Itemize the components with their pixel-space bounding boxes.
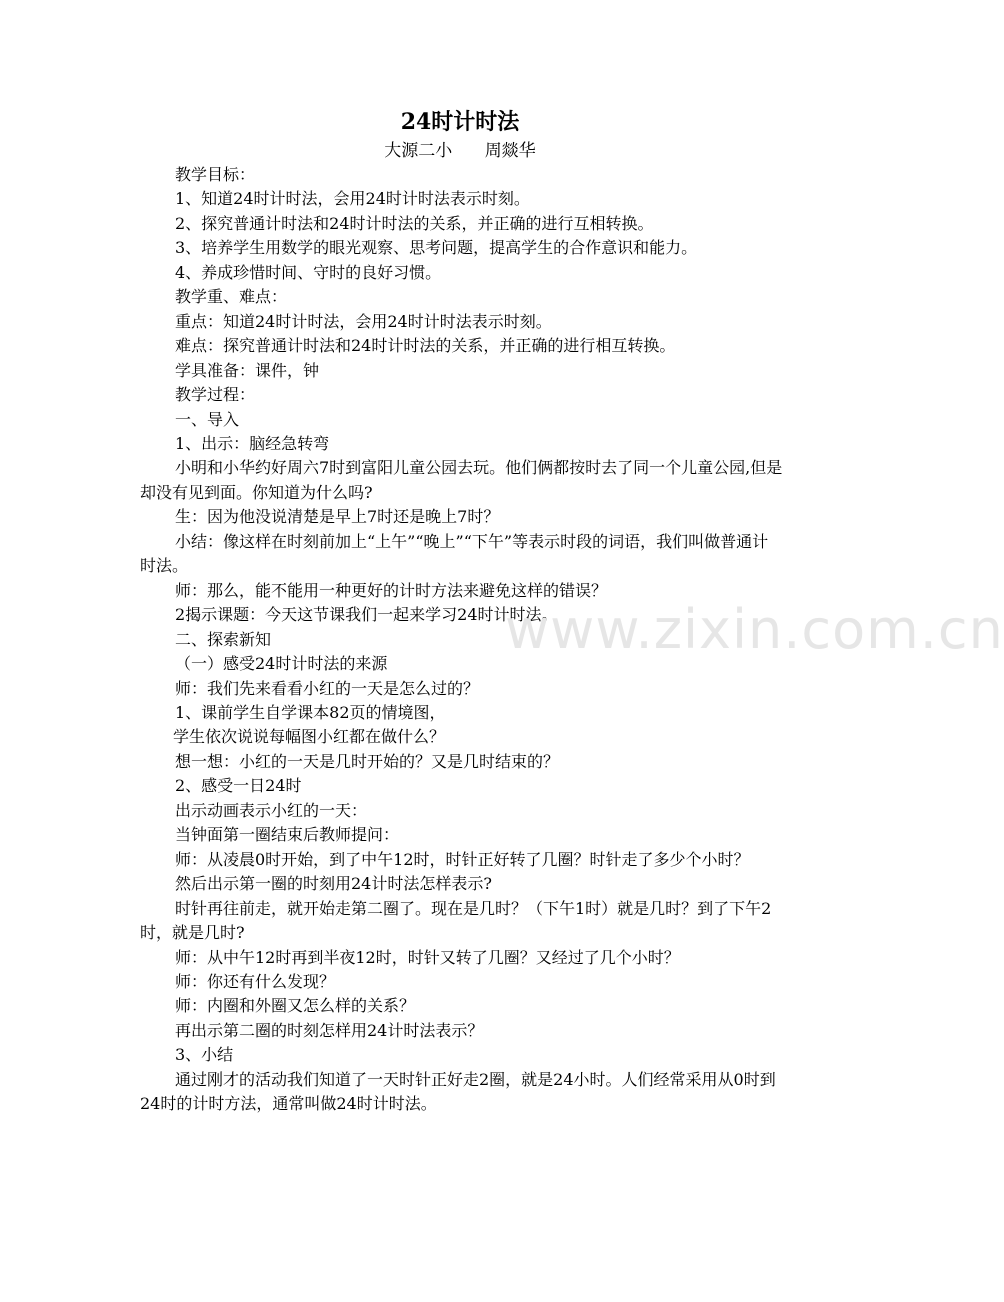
watermark: www.zixin.com.cn <box>505 598 1004 661</box>
paragraph: 学具准备：课件，钟 <box>175 360 320 380</box>
paragraph: 通过刚才的活动我们知道了一天时针正好走2圈，就是24小时。人们经常采用从0时到24时的计时方法，通常叫做24时计时法。 <box>140 1069 776 1114</box>
paragraph: 教学重、难点： <box>175 287 288 307</box>
paragraph: 学生依次说说每幅图小红都在做什么？ <box>173 727 446 747</box>
paragraph: 师：从凌晨0时开始，到了中午12时，时针正好转了几圈？时针走了多少个小时？ <box>175 849 750 869</box>
paragraph: 教学目标： <box>175 165 256 184</box>
paragraph: 小结：像这样在时刻前加上“上午”“晚上”“下午”等表示时段的词语，我们叫做普通计时法。 <box>140 531 769 576</box>
paragraph: 师：内圈和外圈又怎么样的关系？ <box>175 996 416 1016</box>
paragraph: 师：那么，能不能用一种更好的计时方法来避免这样的错误？ <box>175 580 608 600</box>
paragraph: 再出示第二圈的时刻怎样用24计时法表示？ <box>175 1020 484 1040</box>
paragraph: 3、小结 <box>175 1045 234 1065</box>
paragraph: 当钟面第一圈结束后教师提问： <box>175 825 400 845</box>
document-body <box>140 163 784 1117</box>
paragraph: 1、出示：脑经急转弯 <box>175 433 330 453</box>
paragraph: 难点：探究普通计时法和24时计时法的关系，并正确的进行相互转换。 <box>175 336 676 356</box>
paragraph: 想一想：小红的一天是几时开始的？又是几时结束的？ <box>175 751 560 771</box>
paragraph: 出示动画表示小红的一天： <box>175 800 368 820</box>
paragraph: 时针再往前走，就开始走第二圈了。现在是几时？（下午1时）就是几时？到了下午2时，就是几时? <box>140 898 772 943</box>
paragraph: 师：我们先来看看小红的一天是怎么过的？ <box>175 678 480 698</box>
paragraph: 1、知道24时计时法，会用24时计时法表示时刻。 <box>175 189 530 209</box>
paragraph: （一）感受24时计时法的来源 <box>175 654 388 674</box>
paragraph: 2揭示课题：今天这节课我们一起来学习24时计时法。 <box>175 605 558 625</box>
paragraph: 师：从中午12时再到半夜12时，时针又转了几圈？又经过了几个小时？ <box>175 947 680 967</box>
paragraph: 重点：知道24时计时法，会用24时计时法表示时刻。 <box>175 311 552 331</box>
author-line: 大源二小 周燚华 <box>384 141 536 161</box>
document-title: 24时计时法 <box>400 109 520 135</box>
paragraph: 然后出示第一圈的时刻用24计时法怎样表示? <box>175 874 492 894</box>
paragraph: 1、课前学生自学课本82页的情境图， <box>175 702 446 722</box>
paragraph: 小明和小华约好周六7时到富阳儿童公园去玩。他们俩都按时去了同一个儿童公园,但是却没有见到面。你知道为什么吗? <box>140 458 783 502</box>
paragraph: 师：你还有什么发现？ <box>175 971 336 991</box>
paragraph: 一、导入 <box>175 409 240 429</box>
paragraph: 2、探究普通计时法和24时计时法的关系，并正确的进行互相转换。 <box>175 213 654 233</box>
paragraph: 3、培养学生用数学的眼光观察、思考问题，提高学生的合作意识和能力。 <box>175 238 698 258</box>
paragraph: 二、探索新知 <box>175 629 272 649</box>
paragraph: 4、养成珍惜时间、守时的良好习惯。 <box>175 262 442 282</box>
paragraph: 2、感受一日24时 <box>175 776 302 796</box>
paragraph: 生：因为他没说清楚是早上7时还是晚上7时？ <box>175 507 500 527</box>
paragraph: 教学过程： <box>175 385 256 405</box>
